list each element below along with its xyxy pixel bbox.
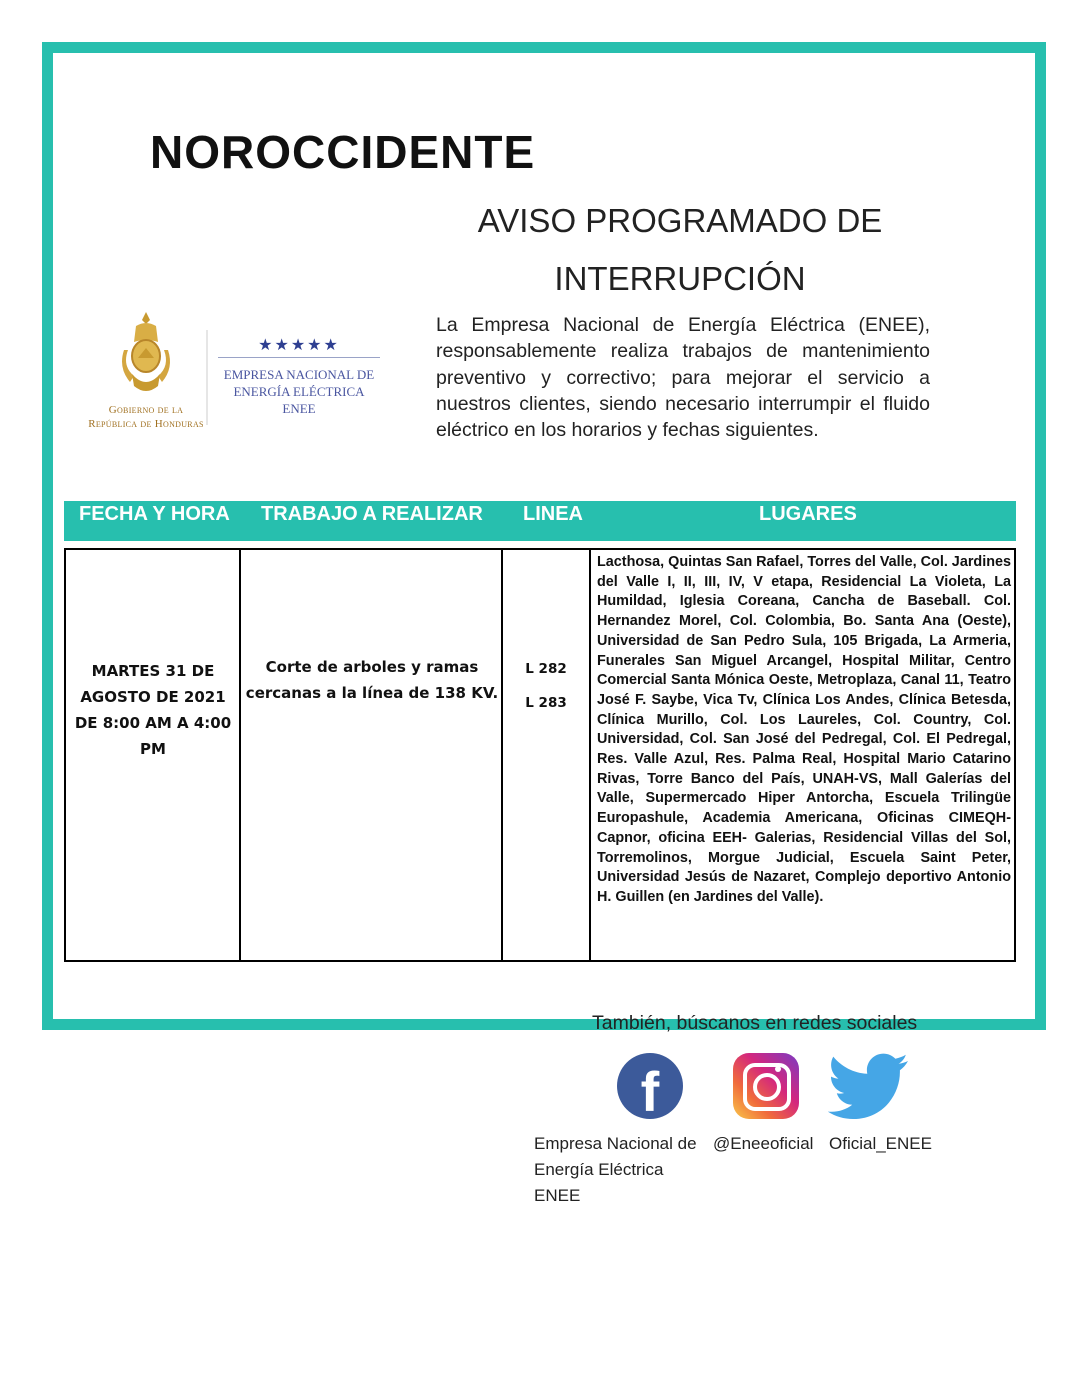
notice-title-line-1: AVISO PROGRAMADO DE: [477, 202, 883, 239]
enee-name-line-1: EMPRESA NACIONAL DE: [223, 367, 375, 382]
fecha-line: MARTES 31 DE: [91, 662, 215, 680]
schedule-table: [64, 548, 1016, 962]
header-lugares: LUGARES: [759, 503, 857, 525]
twitter-icon[interactable]: [828, 1053, 910, 1119]
cell-linea: [506, 652, 586, 720]
header-fecha: FECHA Y HORA: [79, 503, 230, 525]
social-label: También, búscanos en redes sociales: [592, 1012, 918, 1034]
linea-item: L 282: [525, 661, 567, 677]
stars-icon: ★★★★★: [258, 337, 340, 354]
cell-trabajo: [244, 654, 500, 706]
cell-lugares: Lacthosa, Quintas San Rafael, Torres del Valle, Col. Jardines del Valle I, II, III, IV, V etapa, Residencial La Violeta, La Humildad, Iglesia Coreana, Cancha de Baseball. Col. Hernandez Morel, Col. Colombia, Bo. Santa Ana (Oeste), Universidad de San Pedro Sula, 105 Brigada, La Armeria, Funerales San Miguel Arcangel, Hospital Militar, Centro Comercial Santa Mónica Oeste, Metroplaza, Canal 11, Teatro José F. Saybe, Vica Tv, Clínica Los Andes, Clínica Betesda, Clínica Murillo, Col. Los Laureles, Col. Country, Col. Universidad, Col. San José del Pedregal, Col. El Pedregal, Res. Valle Azul, Res. Palma Real, Hospital Mario Catarino Rivas, Torre Banco del País, UNAH-VS, Mall Galerías del Valle, Supermercado Hiper Antorcha, Escuela Trilingüe Europashule, Academia Americana, Oficinas CIMEQH-Capnor, oficina EEH- Galerias, Residencial Villas del Sol, Torremolinos, Morgue Judicial, Escuela Saint Peter, Universidad Jesús de Nazaret, Complejo deportivo Antonio H. Guillen (en Jardines del Valle).: [597, 554, 1012, 905]
logo-divider: [206, 330, 208, 425]
enee-logo: [214, 335, 384, 417]
fecha-line: AGOSTO DE 2021: [80, 688, 226, 706]
facebook-handle: [534, 1131, 697, 1209]
trabajo-line: cercanas a la línea de 138 KV.: [245, 684, 499, 702]
instagram-icon-dot: [775, 1066, 781, 1072]
column-divider: [501, 550, 503, 960]
header-linea: LINEA: [523, 503, 583, 525]
cell-fecha: [72, 658, 234, 762]
gobierno-name-line-1: Gobierno de la: [108, 404, 184, 416]
gobierno-logo: [88, 310, 204, 431]
trabajo-line: Corte de arboles y ramas: [265, 658, 479, 676]
instagram-icon[interactable]: [733, 1053, 799, 1119]
instagram-handle: @Eneeoficial: [713, 1134, 814, 1153]
region-title: NOROCCIDENTE: [150, 126, 536, 178]
enee-name-line-2: ENERGÍA ELÉCTRICA: [233, 384, 365, 399]
notice-title: [430, 192, 930, 308]
header-trabajo: TRABAJO A REALIZAR: [261, 503, 483, 525]
notice-title-line-2: INTERRUPCIÓN: [554, 260, 806, 297]
fecha-line: DE 8:00 AM A 4:00: [74, 714, 232, 732]
column-divider: [589, 550, 591, 960]
enee-logo-rule: [218, 357, 380, 358]
facebook-handle-line: ENEE: [534, 1186, 581, 1205]
table-header: [64, 501, 1016, 541]
column-divider: [239, 550, 241, 960]
intro-paragraph: La Empresa Nacional de Energía Eléctrica (ENEE), responsablemente realiza trabajos de mantenimiento preventivo y correctivo; para mejorar el servicio a nuestros clientes, siendo necesario interrumpir el fluido eléctrico en los horarios y fechas siguientes.: [436, 314, 930, 442]
enee-name-line-3: ENEE: [282, 401, 316, 416]
fecha-line: PM: [140, 740, 166, 758]
linea-item: L 283: [525, 695, 567, 711]
facebook-icon[interactable]: f: [617, 1053, 683, 1119]
gobierno-name-line-2: República de Honduras: [88, 418, 204, 430]
facebook-handle-line: Empresa Nacional de: [534, 1134, 697, 1153]
coat-of-arms-icon: [116, 310, 176, 398]
instagram-icon-lens: [753, 1073, 781, 1101]
twitter-handle: Oficial_ENEE: [829, 1134, 932, 1153]
facebook-handle-line: Energía Eléctrica: [534, 1160, 664, 1179]
